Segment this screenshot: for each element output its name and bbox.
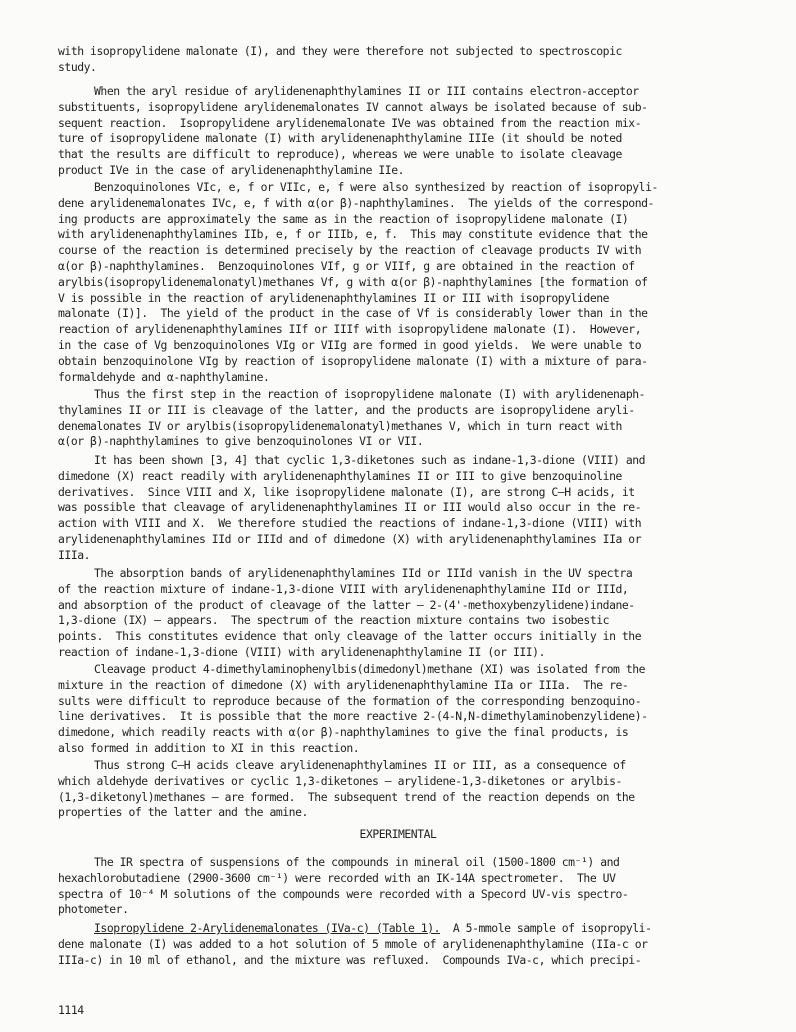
text-line: action with VIII and X. We therefore studied the reactions of indane-1,3-dione (VIII) with xyxy=(58,516,642,531)
text-line: with isopropylidene malonate (I), and they were therefore not subjected to spectroscopic xyxy=(58,44,622,58)
page-number: 1114 xyxy=(58,1003,84,1017)
text-line: The IR spectra of suspensions of the compounds in mineral oil (1500-1800 cm⁻¹) and xyxy=(94,855,620,869)
text-line: α(or β)-naphthylamines. Benzoquinolones VIf, g or VIIf, g are obtained in the reaction of xyxy=(58,258,635,273)
text-line: line derivatives. It is possible that the more reactive 2-(4-N,N-dimethylaminobenzylidene)- xyxy=(58,709,648,724)
text-line: was possible that cleavage of arylidenenaphthylamines II or III would also occur in the re- xyxy=(58,500,642,515)
paragraph-benzoquinolones xyxy=(58,180,738,385)
text-line: derivatives. Since VIII and X, like isopropylidene malonate (I), are strong C—H acids, it xyxy=(58,484,635,499)
text-line: reaction of arylidenenaphthylamines IIf or IIIf with isopropylidene malonate (I). However, xyxy=(58,322,642,337)
text-line: IIIa-c) in 10 ml of ethanol, and the mixture was refluxed. Compounds IVa-c, which precipi- xyxy=(58,952,642,967)
text-line: sults were difficult to reproduce because of the formation of the corresponding benzoquino- xyxy=(58,693,642,708)
text-line: The absorption bands of arylidenenaphthylamines IId or IIId vanish in the UV spectra xyxy=(94,566,633,580)
text-line xyxy=(58,921,738,937)
text-line: denemalonates IV or arylbis(isopropylidenemalonatyl)methanes V, which in turn react with xyxy=(58,418,622,433)
text-line: mixture in the reaction of dimedone (X) with arylidenenaphthylamine IIa or IIIa. The re- xyxy=(58,677,629,692)
text-line: dene arylidenemalonates IVc, e, f with α(or β)-naphthylamines. The yields of the correspond- xyxy=(58,195,654,210)
text-line: which aldehyde derivatives or cyclic 1,3-diketones — arylidene-1,3-diketones or arylbis- xyxy=(58,773,622,788)
text-line: that the results are difficult to reproduce), whereas we were unable to isolate cleavage xyxy=(58,147,622,162)
text-line: dimedone (X) react readily with arylidenenaphthylamines II or III to give benzoquinoline xyxy=(58,468,622,483)
text-line: ture of isopropylidene malonate (I) with arylidenenaphthylamine IIIe (it should be noted xyxy=(58,131,622,146)
text-line: thylamines II or III is cleavage of the latter, and the products are isopropylidene aryli- xyxy=(58,402,635,417)
text-line: study. xyxy=(58,59,97,74)
text-line: sequent reaction. Isopropylidene arylidenemalonate IVe was obtained from the reaction mix- xyxy=(58,115,642,130)
text-line: Thus the first step in the reaction of isopropylidene malonate (I) with arylidenenaph- xyxy=(94,387,646,401)
text-line: When the aryl residue of arylidenenaphthylamines II or III contains electron-acceptor xyxy=(94,84,639,98)
paragraph-cleavage-product xyxy=(58,662,738,757)
text-line: reaction of indane-1,3-dione (VIII) with arylidenenaphthylamine II (or III). xyxy=(58,644,545,659)
text-line: hexachlorobutadiene (2900-3600 cm⁻¹) were recorded with an IK-14A spectrometer. The UV xyxy=(58,870,616,885)
text-line: substituents, isopropylidene arylidenemalonates IV cannot always be isolated because of sub- xyxy=(58,99,648,114)
text-line: Thus strong C—H acids cleave arylidenenaphthylamines II or III, as a consequence of xyxy=(94,758,626,772)
text-line: (1,3-diketonyl)methanes — are formed. The subsequent trend of the reaction depends on the xyxy=(58,789,635,804)
text-line: IIIa. xyxy=(58,547,91,562)
subsection-title: Isopropylidene 2-Arylidenemalonates (IVa-c) (Table 1). xyxy=(94,921,441,935)
text-line: course of the reaction is determined precisely by the reaction of cleavage products IV with xyxy=(58,243,642,258)
text-line: obtain benzoquinolone VIg by reaction of isopropylidene malonate (I) with a mixture of para- xyxy=(58,353,648,368)
paragraph-acceptor-substituents xyxy=(58,84,738,179)
text-line: malonate (I)]. The yield of the product in the case of Vf is considerably lower than in the xyxy=(58,306,648,321)
text-line: Cleavage product 4-dimethylaminophenylbis(dimedonyl)methane (XI) was isolated from the xyxy=(94,662,646,676)
text-line: product IVe in the case of arylidenenaphthylamine IIe. xyxy=(58,162,405,177)
text-line: 1,3-dione (IX) — appears. The spectrum of the reaction mixture contains two isobestic xyxy=(58,613,610,628)
text-line: in the case of Vg benzoquinolones VIg or VIIg are formed in good yields. We were unable to xyxy=(58,337,642,352)
paragraph-conclusion xyxy=(58,758,738,821)
section-heading: EXPERIMENTAL xyxy=(359,827,437,841)
paragraph-cyclic-diketones xyxy=(58,453,738,564)
text-line: α(or β)-naphthylamines to give benzoquinolones VI or VII. xyxy=(58,434,424,449)
paragraph-continuation xyxy=(58,44,738,76)
text-line: dimedone, which readily reacts with α(or β)-naphthylamines to give the final products, is xyxy=(58,725,629,740)
text-line: arylidenenaphthylamines IId or IIId and of dimedone (X) with arylidenenaphthylamines IIa or xyxy=(58,531,642,546)
text-line: photometer. xyxy=(58,902,129,917)
paragraph-synthesis xyxy=(58,921,738,968)
paragraph-absorption-bands xyxy=(58,566,738,661)
text-line: Benzoquinolones VIc, e, f or VIIc, e, f were also synthesized by reaction of isopropyli- xyxy=(94,180,658,194)
text-line: ing products are approximately the same as in the reaction of isopropylidene malonate (I) xyxy=(58,211,629,226)
text-line: of the reaction mixture of indane-1,3-dione VIII with arylidenenaphthylamine IId or IIId, xyxy=(58,581,629,596)
paragraph-spectra xyxy=(58,855,738,918)
text-line: properties of the latter and the amine. xyxy=(58,805,308,820)
text-line: and absorption of the product of cleavage of the latter — 2-(4'-methoxybenzylidene)indane- xyxy=(58,597,635,612)
text-line: spectra of 10⁻⁴ M solutions of the compounds were recorded with a Specord UV-vis spectro- xyxy=(58,886,629,901)
text-line: It has been shown [3, 4] that cyclic 1,3-diketones such as indane-1,3-dione (VIII) and xyxy=(94,453,646,467)
text-line: arylbis(isopropylidenemalonatyl)methanes Vf, g with α(or β)-naphthylamines [the formation of xyxy=(58,274,648,289)
text-line: formaldehyde and α-naphthylamine. xyxy=(58,369,270,384)
text-line: dene malonate (I) was added to a hot solution of 5 mmole of arylidenenaphthylamine (IIa-c or xyxy=(58,936,648,951)
text-line: points. This constitutes evidence that only cleavage of the latter occurs initially in the xyxy=(58,629,642,644)
text-line: with arylidenenaphthylamines IIb, e, f or IIIb, e, f. This may constitute evidence that the xyxy=(58,227,648,242)
text-run: A 5-mmole sample of isopropyli- xyxy=(440,921,652,935)
text-line: V is possible in the reaction of arylidenenaphthylamines II or III with isopropylidene xyxy=(58,290,610,305)
text-line: also formed in addition to XI in this reaction. xyxy=(58,740,360,755)
paragraph-first-step xyxy=(58,387,738,450)
